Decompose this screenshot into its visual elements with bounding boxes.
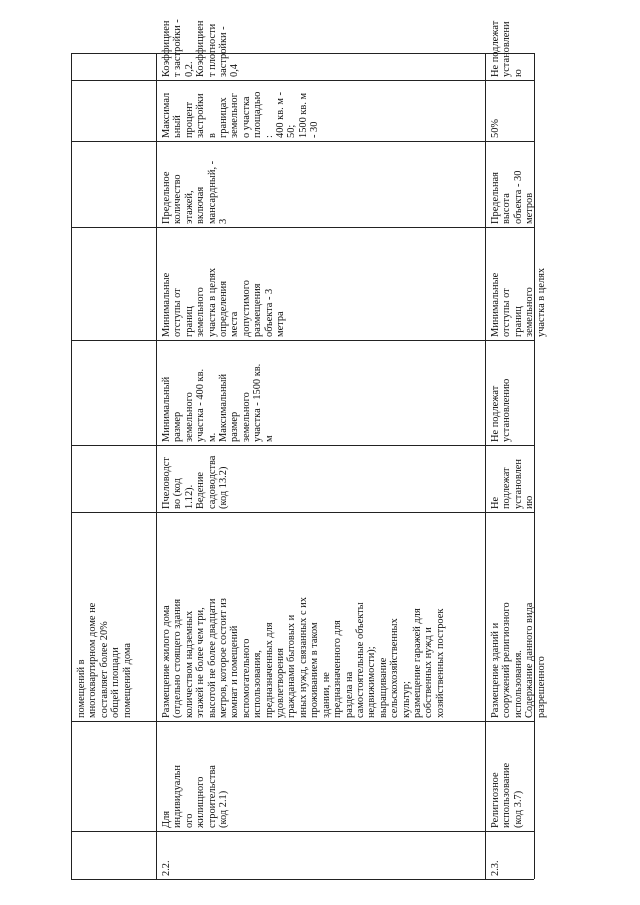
cell-description <box>486 513 547 721</box>
cell-density <box>157 19 485 80</box>
cell-text: помещений в многоквартирном доме не составляет более 20% общей площади помещений дома <box>76 602 133 718</box>
cell-text: 50% <box>490 118 501 138</box>
cell-text: Размещение жилого дома (отдельно стоящего здания количеством надземных этажей не более чем три, высотой не более двадцати метров, которое состоит из комнат и помещений вспомогательного использования, предназначенных для удовлетворения гражданами бытовых и иных нужд, связанных с их проживанием в таком здании, не предназначенного для раздела на самостоятельные объекты недвижимости); выращивание сельскохозяйственных культур; размещение гаражей для собственных нужд и хозяйственных построек <box>161 597 446 718</box>
cell-coverage <box>486 81 534 141</box>
cell-text: Коэффициен т застройки - 0,2. Коэффициен т плотности застройки - 0,4 <box>161 19 241 77</box>
cell-plot-size <box>157 341 485 445</box>
cell-text: Предельная высота объекта - 30 метров <box>490 170 536 224</box>
cell-type <box>486 722 534 831</box>
cell-text: Не подлежат установлен ию <box>490 459 536 509</box>
cell-num <box>157 832 485 879</box>
cell-plot-size <box>486 341 534 445</box>
cell-aux <box>486 446 534 512</box>
cell-text: Максимал ьный процент застройки в границах земельног о участка площадью : 400 кв. м - 50; 1500 кв. м - 30 <box>161 91 321 138</box>
cell-floors <box>486 142 534 227</box>
cell-aux <box>157 446 485 512</box>
cell-description <box>157 513 485 721</box>
cell-floors <box>157 142 485 227</box>
cell-type <box>72 722 156 831</box>
cell-num <box>486 832 534 879</box>
cell-text: Религиозное использование (код 3.7) <box>490 762 524 828</box>
cell-text: Размещение зданий и сооружений религиозного использования. Содержание данного вида разрешенного <box>490 602 547 718</box>
cell-text: 2.2. <box>161 860 172 876</box>
cell-floors <box>72 142 156 227</box>
cell-setbacks <box>72 228 156 340</box>
regulations-table <box>71 19 547 879</box>
cell-coverage <box>157 81 485 141</box>
cell-text: Минимальный размер земельного участка - 400 кв. м. Максимальный размер земельного участка - 1500 кв. м <box>161 363 275 442</box>
column-border-line <box>71 879 534 880</box>
cell-setbacks <box>486 228 547 340</box>
cell-coverage <box>72 81 156 141</box>
cell-num <box>72 832 156 879</box>
cell-plot-size <box>72 341 156 445</box>
cell-text: Минимальные отступы от границ земельного участка в целях определения места допустимого размещения объекта - 3 метра <box>161 267 287 337</box>
cell-text: Для индивидуальн ого жилищного строительства (код 2.1) <box>161 765 230 828</box>
cell-aux <box>72 446 156 512</box>
cell-text: Не подлежат установлению <box>490 378 513 442</box>
cell-setbacks <box>157 228 485 340</box>
cell-text: Пчеловодст во (код 1.12). Ведение садоводства (код 13.2) <box>161 455 230 509</box>
cell-text: Минимальные отступы от границ земельного участка в целях <box>490 267 547 337</box>
cell-type <box>157 722 485 831</box>
cell-text: Не подлежат установлени ю <box>490 20 524 77</box>
cell-text: 2.3. <box>490 860 501 876</box>
cell-density <box>72 54 156 80</box>
cell-description <box>72 513 156 721</box>
cell-text: Предельное количество этажей, включая мансардный, - 3 <box>161 160 230 224</box>
cell-density <box>486 20 534 80</box>
